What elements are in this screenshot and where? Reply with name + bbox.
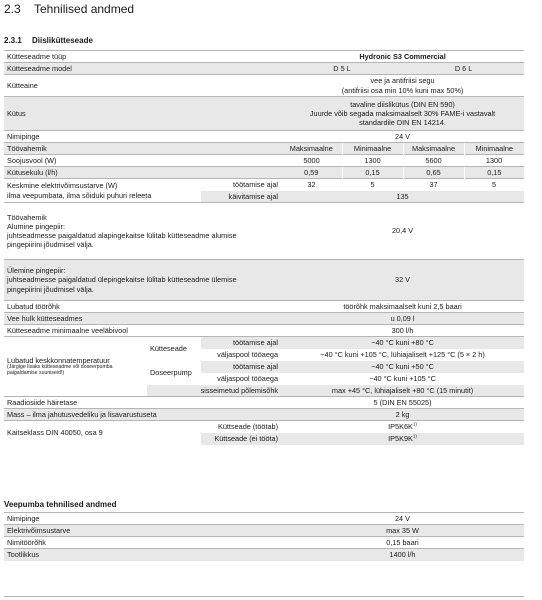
fuel-line-3: standardile DIN EN 14214. bbox=[359, 118, 446, 128]
table-row bbox=[4, 525, 524, 537]
dosing-pump-label: Doseerpump bbox=[147, 361, 201, 385]
pump-flow-label: Tootlikkus bbox=[4, 549, 281, 561]
section-heading bbox=[4, 2, 134, 16]
pump-in-operation-value: −40 °C kuni +50 °C bbox=[281, 361, 524, 373]
fuel-value bbox=[281, 97, 524, 131]
ambient-note-1: (Järgige lisaks kütteseadme või doseerpumba bbox=[7, 364, 113, 371]
footnote-mark: 1) bbox=[412, 433, 417, 439]
radio-interference-value: 5 (DIN EN 55025) bbox=[281, 397, 524, 409]
table-row bbox=[4, 155, 524, 167]
lower-voltage-text-1: juhtseadmesse paigaldatud alapingekaitse lülitab kütteseadme alumise bbox=[7, 231, 237, 240]
table-row bbox=[4, 167, 524, 179]
ip-working-code: IP5K6K bbox=[388, 422, 413, 432]
protection-class-label: Kaitseklass DIN 40050, osa 9 bbox=[4, 421, 201, 445]
startup-value: 135 bbox=[281, 191, 524, 203]
range-title: Töövahemik bbox=[7, 212, 47, 222]
pump-spec-table bbox=[4, 512, 524, 561]
subsection-title: Diislikütteseade bbox=[32, 36, 93, 45]
heater-type-value: Hydronic S3 Commercial bbox=[281, 51, 524, 63]
max-header-d6: Maksimaalne bbox=[403, 143, 464, 155]
power-label bbox=[4, 179, 201, 203]
medium-line-2: (antifriisi osa min 10% kuni max 50%) bbox=[341, 85, 464, 95]
table-row bbox=[4, 203, 524, 260]
subsection-heading bbox=[4, 36, 93, 45]
operation-label: töötamise ajal bbox=[201, 179, 281, 191]
upper-voltage-text-1: juhtseadmesse paigaldatud ülepingekaitse lülitab kütteseadme ülemise bbox=[7, 275, 237, 285]
model-d5: D 5 L bbox=[281, 63, 403, 75]
pump-in-operation-label: töötamise ajal bbox=[201, 361, 281, 373]
section-title: Tehnilised andmed bbox=[34, 2, 135, 16]
nominal-voltage-label: Nimipinge bbox=[4, 131, 281, 143]
min-flow-value: 300 l/h bbox=[281, 325, 524, 337]
heater-label: Kütteseade bbox=[147, 337, 201, 361]
ambient-temperature-label bbox=[4, 337, 147, 397]
ip-off-label: Küttseade (ei tööta) bbox=[201, 433, 281, 445]
table-row bbox=[4, 301, 524, 313]
power-value: 37 bbox=[403, 179, 464, 191]
lower-voltage-description bbox=[4, 203, 281, 260]
table-row bbox=[4, 325, 524, 337]
subsection-number: 2.3.1 bbox=[4, 36, 22, 45]
table-row bbox=[4, 131, 524, 143]
water-volume-label: Vee hulk kütteseadmes bbox=[4, 313, 281, 325]
min-header-d5: Minimaalne bbox=[342, 143, 403, 155]
lower-voltage-text-2: pingepiirini jõudmisel välja. bbox=[7, 240, 94, 250]
heat-flow-value: 5000 bbox=[281, 155, 342, 167]
pressure-value: töörõhk maksimaalselt kuni 2,5 baari bbox=[281, 301, 524, 313]
fuel-consumption-value: 0,15 bbox=[342, 167, 403, 179]
table-row bbox=[4, 337, 524, 349]
upper-voltage-label: Ülemine pingepiir: bbox=[7, 266, 66, 276]
model-d6: D 6 L bbox=[403, 63, 524, 75]
fuel-consumption-label: Kütusekulu (l/h) bbox=[4, 167, 281, 179]
heat-flow-value: 1300 bbox=[342, 155, 403, 167]
lower-voltage-label: Alumine pingepiir: bbox=[7, 221, 66, 231]
power-label-line-2: ilma veepumbata, ilma sõiduki puhuri releeta bbox=[7, 190, 152, 200]
model-label: Kütteseadme model bbox=[4, 63, 281, 75]
table-row bbox=[4, 179, 524, 191]
max-header-d5: Maksimaalne bbox=[281, 143, 342, 155]
fuel-line-2: Juurde võib segada maksimaalselt 30% FAME-i vastavalt bbox=[309, 108, 496, 118]
upper-voltage-description bbox=[4, 260, 281, 301]
min-flow-label: Kütteseadme minimaalne veeläbivool bbox=[4, 325, 281, 337]
ip-off-value bbox=[281, 433, 524, 445]
table-row bbox=[4, 409, 524, 421]
startup-label: käivitamise ajal bbox=[201, 191, 281, 203]
table-row bbox=[4, 143, 524, 155]
table-row bbox=[4, 97, 524, 131]
pump-power-label: Elektrivõimsustarve bbox=[4, 525, 281, 537]
table-row bbox=[4, 421, 524, 433]
heater-in-operation-label: töötamise ajal bbox=[201, 337, 281, 349]
power-value: 5 bbox=[342, 179, 403, 191]
power-label-line-1: Keskmine elektrivõimsustarve (W) bbox=[7, 181, 118, 191]
ambient-note-2: paigaldamise suuniseid!) bbox=[7, 370, 65, 377]
upper-voltage-value: 32 V bbox=[281, 260, 524, 301]
fuel-consumption-value: 0,15 bbox=[464, 167, 524, 179]
min-header-d6: Minimaalne bbox=[464, 143, 524, 155]
pump-voltage-value: 24 V bbox=[281, 513, 524, 525]
fuel-label: Kütus bbox=[4, 97, 281, 131]
heater-spec-table bbox=[4, 50, 524, 445]
heat-flow-value: 1300 bbox=[464, 155, 524, 167]
pump-voltage-label: Nimipinge bbox=[4, 513, 281, 525]
intake-air-value: max +45 °C, lühiajaliselt +80 °C (15 minutit) bbox=[281, 385, 524, 397]
medium-line-1: vee ja antifriisi segu bbox=[370, 76, 435, 86]
pressure-label: Lubatud töörõhk bbox=[4, 301, 281, 313]
radio-interference-label: Raadiosiide häiretase bbox=[4, 397, 281, 409]
heater-out-operation-value: −40 °C kuni +105 °C, lühiajaliselt +125 °C (5 × 2 h) bbox=[281, 349, 524, 361]
heat-flow-value: 5600 bbox=[403, 155, 464, 167]
work-range-label: Töövahemik bbox=[4, 143, 281, 155]
fuel-consumption-value: 0,65 bbox=[403, 167, 464, 179]
fuel-consumption-value: 0,59 bbox=[281, 167, 342, 179]
intake-air-label: sisseimetud põlemisõhk bbox=[147, 385, 281, 397]
upper-voltage-text-2: pingepiirini jõudmisel välja. bbox=[7, 284, 94, 294]
medium-label: Kütteaine bbox=[4, 75, 281, 97]
nominal-voltage-value: 24 V bbox=[281, 131, 524, 143]
ip-working-value bbox=[281, 421, 524, 433]
pump-section-title: Veepumba tehnilised andmed bbox=[4, 500, 117, 509]
mass-label: Mass – ilma jahutusvedeliku ja lisavarustuseta bbox=[4, 409, 281, 421]
table-row bbox=[4, 537, 524, 549]
pump-flow-value: 1400 l/h bbox=[281, 549, 524, 561]
table-row bbox=[4, 397, 524, 409]
water-volume-value: u 0,09 l bbox=[281, 313, 524, 325]
heater-in-operation-value: −40 °C kuni +80 °C bbox=[281, 337, 524, 349]
medium-value bbox=[281, 75, 524, 97]
table-row bbox=[4, 63, 524, 75]
pump-power-value: max 35 W bbox=[281, 525, 524, 537]
ip-working-label: Küttseade (töötab) bbox=[201, 421, 281, 433]
table-row bbox=[4, 51, 524, 63]
table-row bbox=[4, 313, 524, 325]
mass-value: 2 kg bbox=[281, 409, 524, 421]
heater-type-label: Kütteseadme tüüp bbox=[4, 51, 281, 63]
ambient-label: Lubatud keskkonnatemperatuur bbox=[7, 355, 110, 365]
ip-off-code: IP5K9K bbox=[388, 433, 413, 443]
section-number: 2.3 bbox=[4, 2, 21, 16]
heat-flow-label: Soojusvool (W) bbox=[4, 155, 281, 167]
power-value: 5 bbox=[464, 179, 524, 191]
fuel-line-1: tavaline diislikütus (DIN EN 590) bbox=[350, 99, 455, 109]
pump-pressure-value: 0,15 baari bbox=[281, 537, 524, 549]
footnote-mark: 1) bbox=[412, 421, 417, 427]
power-value: 32 bbox=[281, 179, 342, 191]
table-row bbox=[4, 75, 524, 97]
pump-pressure-label: Nimitöörõhk bbox=[4, 537, 281, 549]
table-row bbox=[4, 549, 524, 561]
pump-out-operation-label: väljaspool tööaega bbox=[201, 373, 281, 385]
table-row bbox=[4, 513, 524, 525]
heater-out-operation-label: väljaspool tööaega bbox=[201, 349, 281, 361]
lower-voltage-value: 20,4 V bbox=[281, 203, 524, 260]
table-row bbox=[4, 260, 524, 301]
pump-out-operation-value: −40 °C kuni +105 °C bbox=[281, 373, 524, 385]
table-bottom-rule bbox=[4, 596, 524, 597]
